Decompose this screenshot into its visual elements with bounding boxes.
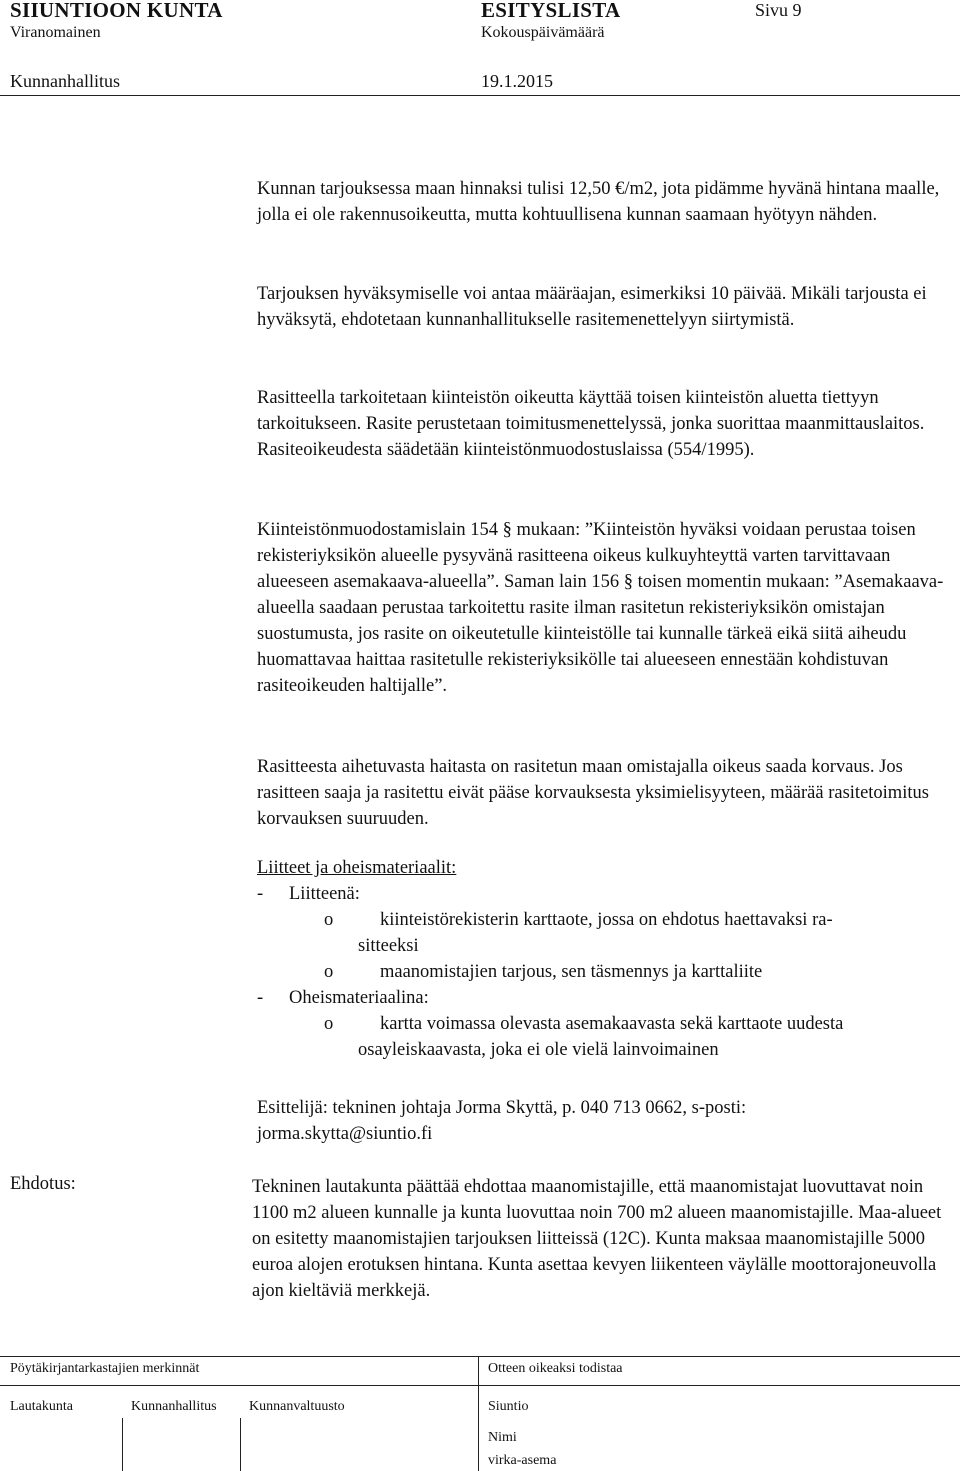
paragraph-text: Kunnan tarjouksessa maan hinnaksi tulisi 12,50 €/m2, jota pidämme hyvänä hintana maalle, jolla ei ole rakennusoikeutta, mutta kohtuullisena kunnan saamaan hyötyyn nähden. (257, 179, 940, 225)
paragraph-easement-definition (257, 385, 947, 463)
footer-column-council: Kunnanvaltuusto (249, 1399, 345, 1414)
presenter-text: Esittelijä: tekninen johtaja Jorma Skyttä, p. 040 713 0662, s-posti: jorma.skytta@siuntio.fi (257, 1098, 747, 1144)
footer-divider (478, 1356, 479, 1471)
certified-copy-label: Otteen oikeaksi todistaa (488, 1361, 623, 1376)
header-divider (0, 95, 960, 96)
footer-mid-rule (0, 1385, 960, 1386)
proposal-paragraph: Tekninen lautakunta päättää ehdottaa maanomistajille, että maanomistajat luovuttavat noin 1100 m2 alueen kunnalle ja kunta luovuttaa noin 700 m2 alueen maanomistajille. Maa-alueet on esitetty maanomistajien tarjouksen liitteissä (12C). Kunta maksaa maanomistajille 5000 euroa alojen erotuksen hintana. Kunta asettaa kevyen liikenteen väylälle moottorajoneuvolla ajon kieltäviä merkkejä. (252, 1177, 942, 1301)
minutes-checkers-label: Pöytäkirjantarkastajien merkinnät (10, 1361, 200, 1376)
supplementary-label: Oheismateriaalina: (289, 988, 429, 1008)
footer-place: Siuntio (488, 1399, 529, 1414)
organization-name: SIIUNTIOON KUNTA (10, 0, 223, 22)
attachment-item-1: kiinteistörekisterin karttaote, jossa on ehdotus haettavaksi ra- (380, 910, 833, 930)
footer-column-executive: Kunnanhallitus (131, 1399, 217, 1414)
presenter-info (257, 1095, 897, 1147)
bullet-marker: o (324, 962, 334, 982)
paragraph-text: Tarjouksen hyväksymiselle voi antaa määräajan, esimerkiksi 10 päivää. Mikäli tarjousta ei hyväksytä, ehdotetaan kunnanhallitukselle rasitemenettelyyn siirtymistä. (257, 284, 927, 330)
supplementary-item-1: kartta voimassa olevasta asemakaavasta sekä karttaote uudesta (380, 1014, 844, 1034)
paragraph-compensation (257, 754, 947, 832)
authority-label: Viranomainen (10, 24, 101, 41)
supplementary-item-1-cont: osayleiskaavasta, joka ei ole vielä lainvoimainen (358, 1040, 719, 1060)
list-dash: - (257, 884, 264, 904)
proposal-text (252, 1174, 944, 1304)
authority-name: Kunnanhallitus (10, 71, 120, 91)
paragraph-land-price (257, 176, 947, 228)
attachments-label: Liitteenä: (289, 884, 360, 904)
footer-name-label: Nimi (488, 1430, 517, 1445)
footer-divider (240, 1418, 241, 1471)
list-dash: - (257, 988, 264, 1008)
paragraph-text: Rasitteesta aihetuvasta haitasta on rasitetun maan omistajalla oikeus saada korvaus. Jos rasitteen saaja ja rasitettu eivät pääse korvauksesta yksimielisyyteen, määrää rasitetoimitus korvauksen suuruuden. (257, 757, 929, 829)
page-number: Sivu 9 (755, 0, 802, 20)
document-type: ESITYSLISTA (481, 0, 621, 22)
proposal-label: Ehdotus: (10, 1174, 76, 1194)
paragraph-deadline (257, 281, 947, 333)
meeting-date-label: Kokouspäivämäärä (481, 24, 605, 41)
paragraph-law-citation (257, 517, 947, 699)
paragraph-text: Rasitteella tarkoitetaan kiinteistön oikeutta käyttää toisen kiinteistön aluetta tiettyyn tarkoitukseen. Rasite perustetaan toimitusmenettelyssä, jonka suorittaa maanmittauslaitos. Rasiteoikeudesta säädetään kiinteistönmuodostuslaissa (554/1995). (257, 388, 925, 460)
footer-column-board: Lautakunta (10, 1399, 73, 1414)
paragraph-text: Kiinteistönmuodostamislain 154 § mukaan: ”Kiinteistön hyväksi voidaan perustaa toisen rekisteriyksikön alueelle pysyvänä rasitteena oikeus kulkuyhteyttä varten tarvittavaan alueeseen asemakaava-alueella”. Saman lain 156 § toisen momentin mukaan: ”Asemakaava-alueella saadaan perustaa tarkoitettu rasite ilman rasitetun rekisteriyksikön omistajan suostumusta, jos rasite on oikeutetulle kiinteistölle tai kunnalle tärkeä eikä siitä aiheudu huomattavaa haittaa rasitetulle rekisteriyksikölle tai alueeseen ennestään kohdistuvan rasiteoikeuden haltijalle”. (257, 520, 944, 696)
bullet-marker: o (324, 910, 334, 930)
attachments-heading: Liitteet ja oheismateriaalit: (257, 858, 457, 878)
attachment-item-2: maanomistajien tarjous, sen täsmennys ja karttaliite (380, 962, 763, 982)
meeting-date: 19.1.2015 (481, 71, 553, 91)
footer-top-rule (0, 1356, 960, 1357)
footer-title-label: virka-asema (488, 1453, 557, 1468)
attachment-item-1-cont: sitteeksi (358, 936, 419, 956)
bullet-marker: o (324, 1014, 334, 1034)
footer-divider (122, 1418, 123, 1471)
